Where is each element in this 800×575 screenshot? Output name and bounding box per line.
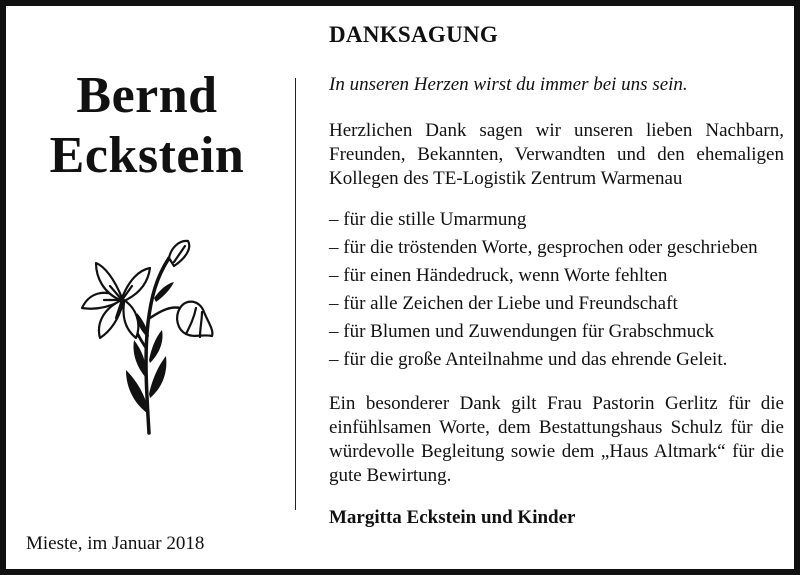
list-item: – für die große Anteilnahme und das ehrende Geleit. <box>329 349 728 370</box>
vertical-divider <box>295 78 296 510</box>
name-block <box>12 66 282 186</box>
place-and-date: Mieste, im Januar 2018 <box>26 533 205 554</box>
list-item: – für die stille Umarmung <box>329 209 527 230</box>
motto: In unseren Herzen wirst du immer bei uns sein. <box>329 74 688 95</box>
lily-icon <box>74 238 219 438</box>
signature: Margitta Eckstein und Kinder <box>329 507 576 528</box>
heading: DANKSAGUNG <box>329 22 499 47</box>
intro-paragraph: Herzlichen Dank sagen wir unseren lieben Nachbarn, Freunden, Bekannten, Verwandten und den ehemaligen Kollegen des TE-Logistik Zentrum Warmenau <box>329 120 784 189</box>
list-item: – für einen Händedruck, wenn Worte fehlten <box>329 265 668 286</box>
special-thanks-paragraph: Ein besonderer Dank gilt Frau Pastorin Gerlitz für die einfühlsamen Worte, dem Bestattungshaus Schulz für die würdevolle Begleitung sowie dem „Haus Altmark“ für die gute Bewirtung. <box>329 393 784 486</box>
deceased-last-name: Eckstein <box>49 127 245 184</box>
list-item: – für alle Zeichen der Liebe und Freundschaft <box>329 293 678 314</box>
list-item: – für die tröstenden Worte, gesprochen oder geschrieben <box>329 237 758 258</box>
list-item: – für Blumen und Zuwendungen für Grabschmuck <box>329 321 715 342</box>
thanks-column <box>329 20 784 530</box>
deceased-first-name: Bernd <box>76 67 218 124</box>
thanks-list <box>329 206 784 374</box>
